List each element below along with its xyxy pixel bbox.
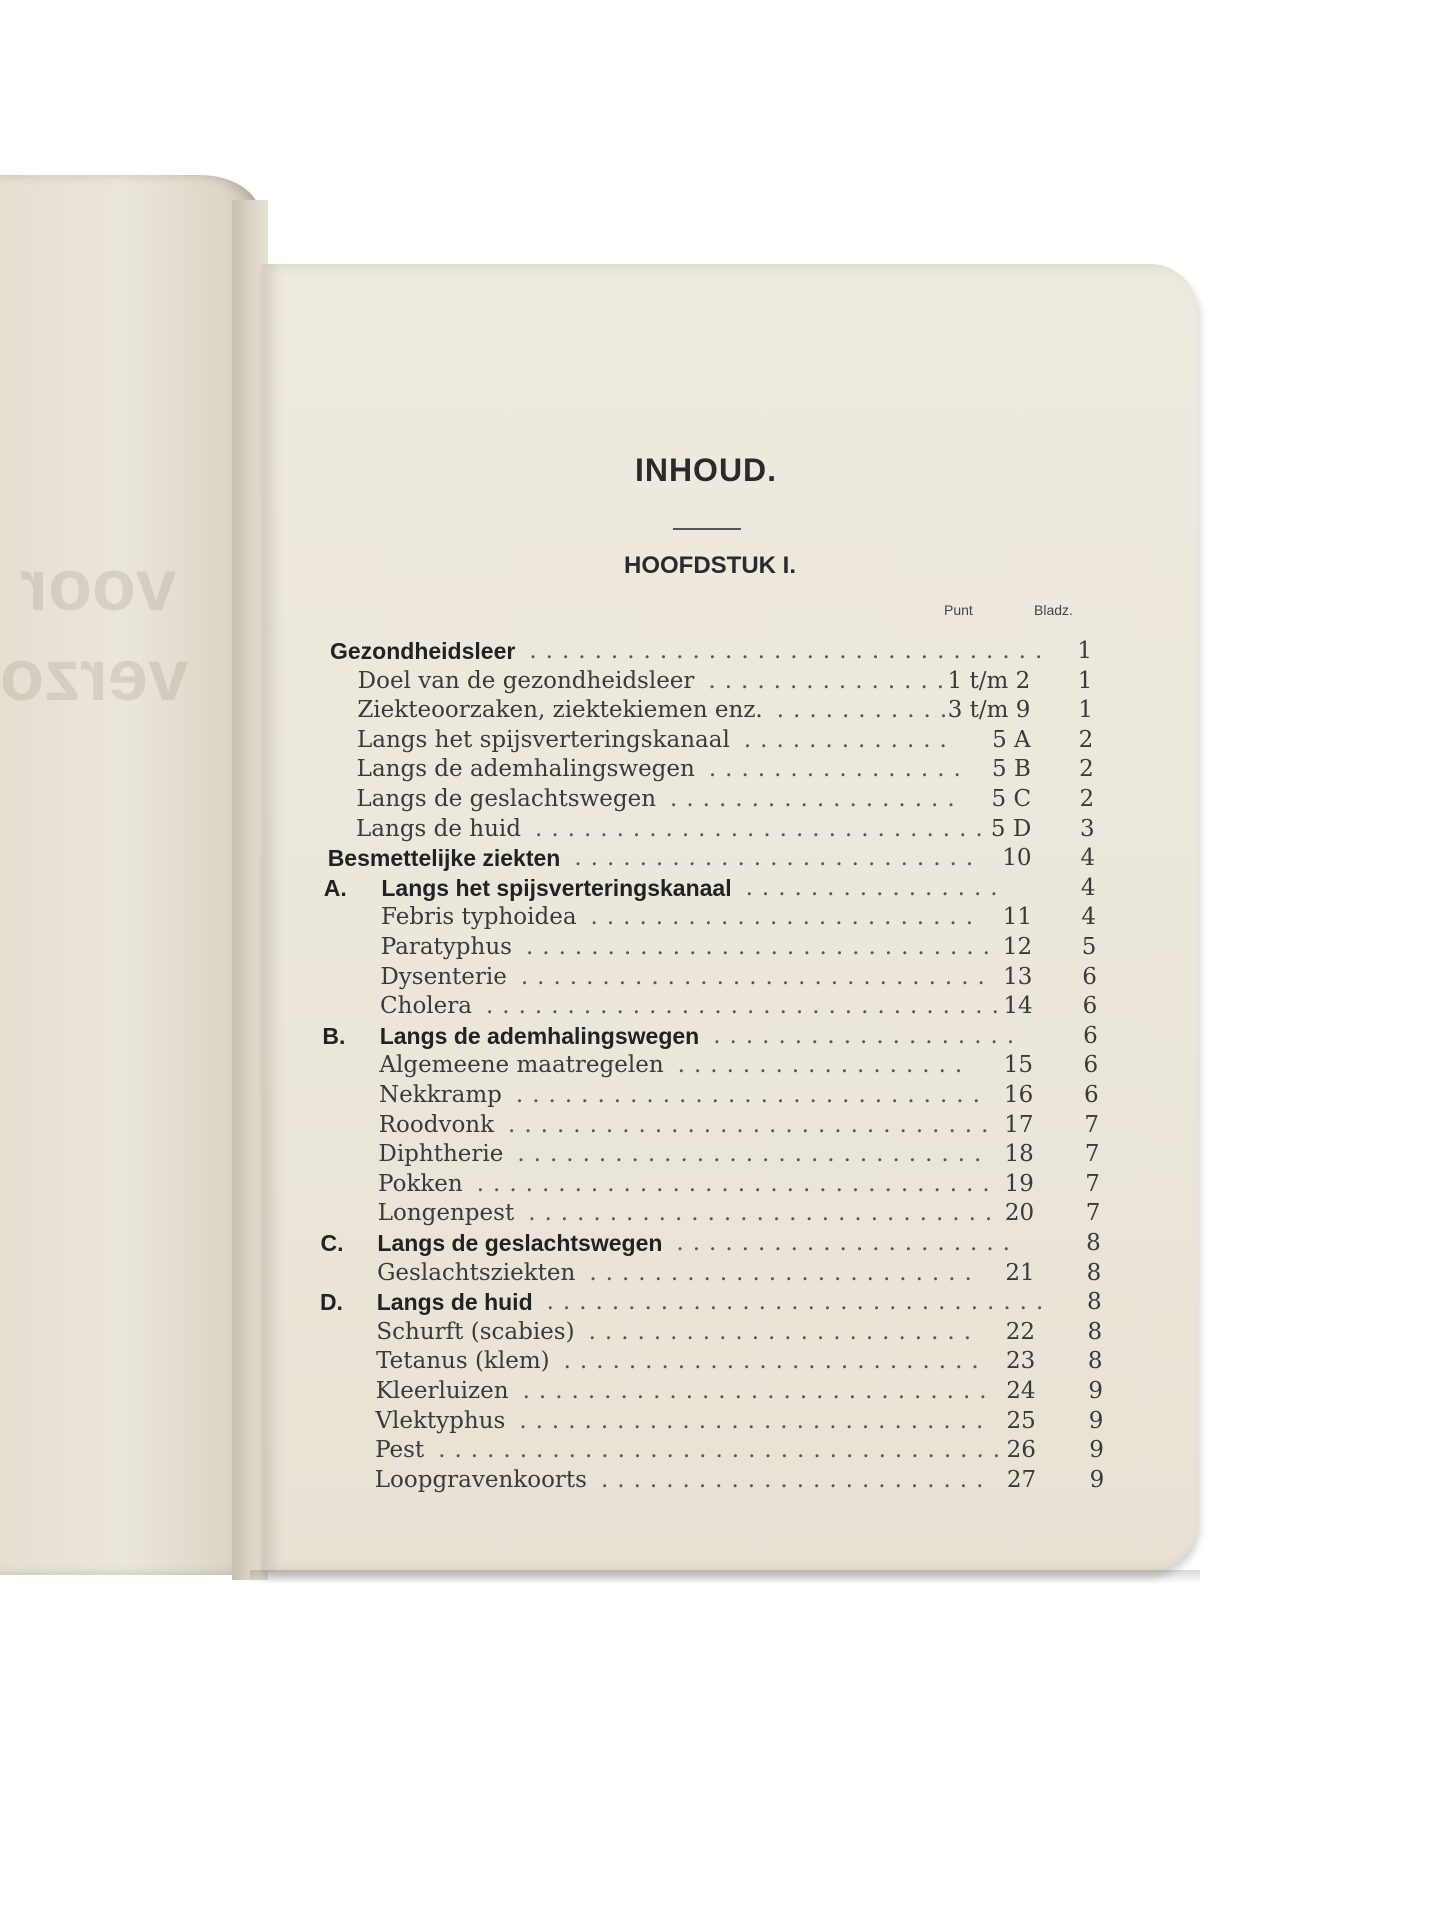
toc-entry-punt: 5 C [991, 786, 1032, 812]
chapter-heading: HOOFDSTUK I. [624, 552, 796, 579]
toc-entry-page: 4 [1080, 874, 1096, 901]
toc-row [0, 695, 1440, 725]
toc-section-letter: A. [323, 874, 347, 901]
toc-entry-page: 6 [1082, 963, 1097, 990]
toc-entry-punt: 27 [1006, 1466, 1037, 1493]
toc-entry-label: Paratyphus [380, 934, 512, 960]
toc-entry-page: 9 [1088, 1407, 1104, 1434]
toc-dot-leader: ............................. [515, 1082, 989, 1108]
page-title: INHOUD. [634, 452, 778, 488]
toc-entry-page: 4 [1081, 904, 1096, 931]
toc-entry-page: 2 [1078, 726, 1094, 753]
toc-entry-page: 1 [1077, 667, 1093, 694]
toc-dot-leader: ................ [745, 874, 1007, 901]
toc-dot-leader: ........................ [590, 904, 983, 931]
toc-entry-label: Langs de geslachtswegen [377, 1230, 663, 1256]
toc-entry-label: Kleerluizen [375, 1378, 509, 1404]
toc-entry-punt: 13 [1003, 963, 1033, 990]
toc-entry-page: 7 [1085, 1200, 1101, 1227]
toc-section-letter: B. [322, 1022, 346, 1049]
toc-entry-page: 8 [1086, 1259, 1102, 1286]
toc-entry-punt: 5 A [992, 726, 1031, 753]
toc-entry-label: Langs het spijsverteringskanaal [357, 726, 730, 753]
toc-dot-leader: ................................ [476, 1170, 999, 1197]
toc-dot-leader: ............................. [520, 963, 994, 990]
toc-row [0, 725, 1440, 755]
toc-row [0, 1406, 1440, 1436]
toc-entry-page: 8 [1087, 1318, 1103, 1345]
toc-entry-label: Febris typhoidea [381, 904, 577, 931]
toc-dot-leader: ................................ [485, 993, 1008, 1020]
toc-entry-page: 2 [1079, 756, 1094, 783]
toc-dot-leader: ............. [743, 726, 956, 753]
toc-entry-label: Langs de geslachtswegen [356, 786, 657, 812]
toc-entry-punt: 22 [1005, 1318, 1036, 1345]
toc-entry-page: 8 [1087, 1289, 1102, 1316]
toc-row [0, 1258, 1440, 1288]
toc-entry-label: Besmettelijke ziekten [327, 845, 561, 872]
page-shadow [250, 1570, 1200, 1584]
toc-entry-punt: 15 [1003, 1052, 1034, 1079]
toc-entry-page: 7 [1084, 1141, 1100, 1168]
title-divider [673, 528, 741, 530]
toc-row [0, 932, 1440, 962]
toc-entry-label: Langs de ademhalingswegen [356, 756, 695, 783]
toc-row [0, 1465, 1440, 1495]
toc-dot-leader: ................... [713, 1022, 1024, 1049]
toc-section-letter: C. [320, 1230, 344, 1256]
toc-dot-leader: ............................. [522, 1378, 996, 1404]
toc-entry-label: Vlektyphus [375, 1407, 506, 1434]
toc-dot-leader: ............................. [519, 1407, 993, 1434]
toc-row [0, 666, 1440, 696]
toc-dot-leader: ............... [708, 667, 954, 694]
toc-entry-page: 6 [1083, 1022, 1098, 1049]
toc-entry-label: Geslachtsziekten [377, 1259, 576, 1286]
toc-row [0, 784, 1440, 814]
toc-entry-label: Langs de huid [376, 1289, 533, 1316]
toc-row [0, 873, 1440, 903]
toc-row [0, 843, 1440, 873]
toc-dot-leader: ............................ [535, 815, 992, 842]
toc-entry-page: 9 [1089, 1437, 1104, 1464]
toc-row [0, 1110, 1440, 1140]
toc-entry-label: Tetanus (klem) [376, 1348, 550, 1375]
toc-entry-punt: 25 [1006, 1407, 1036, 1434]
toc-entry-punt: 26 [1006, 1437, 1036, 1464]
toc-entry-page: 9 [1088, 1378, 1103, 1404]
toc-entry-punt: 1 t/m 2 [947, 667, 1031, 694]
toc-dot-leader: ............................. [517, 1141, 991, 1168]
toc-dot-leader: ........................ [588, 1318, 981, 1345]
toc-row [0, 1050, 1440, 1080]
toc-entry-label: Cholera [380, 993, 472, 1020]
toc-entry-label: Dysenterie [380, 963, 507, 990]
column-header-punt: Punt [944, 602, 973, 618]
toc-dot-leader: .............................. [508, 1111, 998, 1138]
toc-entry-page: 3 [1079, 815, 1095, 842]
toc-entry-page: 6 [1083, 1082, 1099, 1108]
toc-row [0, 1346, 1440, 1376]
toc-entry-label: Nekkramp [379, 1082, 502, 1108]
toc-entry-punt: 24 [1006, 1378, 1036, 1404]
toc-entry-punt: 14 [1003, 993, 1033, 1020]
toc-row [0, 1080, 1440, 1110]
toc-entry-punt: 5 D [990, 815, 1032, 842]
toc-entry-label: Pest [375, 1437, 425, 1464]
toc-dot-leader: ......................... [574, 845, 983, 872]
toc-entry-punt: 19 [1004, 1170, 1034, 1197]
toc-row [0, 962, 1440, 992]
toc-entry-label: Algemeene maatregelen [379, 1052, 664, 1079]
toc-dot-leader: ............................. [528, 1200, 1002, 1227]
toc-entry-label: Doel van de gezondheidsleer [357, 667, 695, 694]
toc-section-letter: D. [319, 1289, 343, 1316]
toc-row [0, 902, 1440, 932]
toc-entry-label: Langs het spijsverteringskanaal [381, 874, 732, 901]
toc-entry-page: 6 [1083, 1052, 1099, 1079]
left-page-bleed-text-2: verzo [0, 636, 189, 716]
toc-entry-label: Langs de huid [356, 815, 522, 842]
toc-entry-punt: 16 [1004, 1082, 1034, 1108]
toc-entry-page: 7 [1085, 1170, 1100, 1197]
toc-entry-page: 6 [1082, 993, 1098, 1020]
toc-entry-label: Schurft (scabies) [376, 1318, 575, 1345]
toc-dot-leader: ..................... [676, 1230, 1019, 1256]
toc-row [0, 1169, 1440, 1199]
toc-entry-punt: 5 B [992, 756, 1031, 783]
toc-dot-leader: ........................ [589, 1259, 981, 1286]
toc-row [0, 754, 1440, 784]
toc-dot-leader: ................ [708, 756, 970, 783]
toc-row [0, 1435, 1440, 1465]
toc-entry-page: 5 [1081, 934, 1097, 960]
toc-entry-label: Diphtherie [378, 1141, 504, 1168]
toc-dot-leader: ............................... [546, 1289, 1053, 1316]
toc-entry-label: Longenpest [377, 1200, 515, 1227]
toc-row [0, 636, 1440, 666]
toc-entry-page: 8 [1086, 1230, 1101, 1256]
toc-dot-leader: ............................. [525, 934, 999, 960]
toc-row [0, 1376, 1440, 1406]
toc-entry-punt: 3 t/m 9 [947, 697, 1031, 724]
toc-entry-label: Roodvonk [378, 1111, 495, 1138]
toc-entry-page: 1 [1078, 697, 1093, 724]
toc-entry-punt: 10 [1002, 845, 1032, 872]
toc-dot-leader: .......................... [563, 1348, 988, 1375]
toc-entry-page: 9 [1089, 1466, 1105, 1493]
toc-entry-label: Gezondheidsleer [330, 638, 516, 664]
toc-row [0, 1021, 1440, 1051]
toc-row [0, 1317, 1440, 1347]
toc-entry-page: 2 [1079, 786, 1095, 812]
toc-entry-punt: 17 [1004, 1111, 1034, 1138]
toc-dot-leader: ................................ [529, 638, 1052, 664]
toc-entry-label: Ziekteoorzaken, ziektekiemen enz. [357, 697, 763, 724]
toc-entry-page: 1 [1077, 638, 1092, 664]
toc-dot-leader: ................................... [438, 1437, 1010, 1464]
toc-dot-leader: .................. [670, 786, 964, 812]
toc-entry-punt: 21 [1005, 1259, 1035, 1286]
toc-dot-leader: ........................ [600, 1466, 993, 1493]
toc-row [0, 1198, 1440, 1228]
toc-row [0, 1228, 1440, 1258]
toc-entry-label: Langs de ademhalingswegen [379, 1022, 700, 1049]
toc-entry-punt: 11 [1002, 904, 1032, 931]
toc-row [0, 1287, 1440, 1317]
toc-entry-label: Loopgravenkoorts [374, 1466, 587, 1493]
toc-row [0, 991, 1440, 1021]
column-header-bladz: Bladz. [1034, 602, 1073, 618]
toc-dot-leader: ........... [776, 697, 957, 724]
toc-entry-punt: 23 [1005, 1348, 1036, 1375]
toc-entry-page: 4 [1080, 845, 1096, 872]
toc-entry-punt: 12 [1002, 934, 1033, 960]
toc-dot-leader: .................. [677, 1052, 972, 1079]
toc-entry-punt: 18 [1004, 1141, 1034, 1168]
toc-entry-page: 8 [1087, 1348, 1103, 1375]
toc-entry-punt: 20 [1004, 1200, 1035, 1227]
toc-row [0, 1139, 1440, 1169]
left-page-bleed-text-1: voor [20, 546, 177, 626]
toc-entry-page: 7 [1084, 1111, 1100, 1138]
toc-entry-label: Pokken [378, 1170, 463, 1197]
toc-row [0, 814, 1440, 844]
